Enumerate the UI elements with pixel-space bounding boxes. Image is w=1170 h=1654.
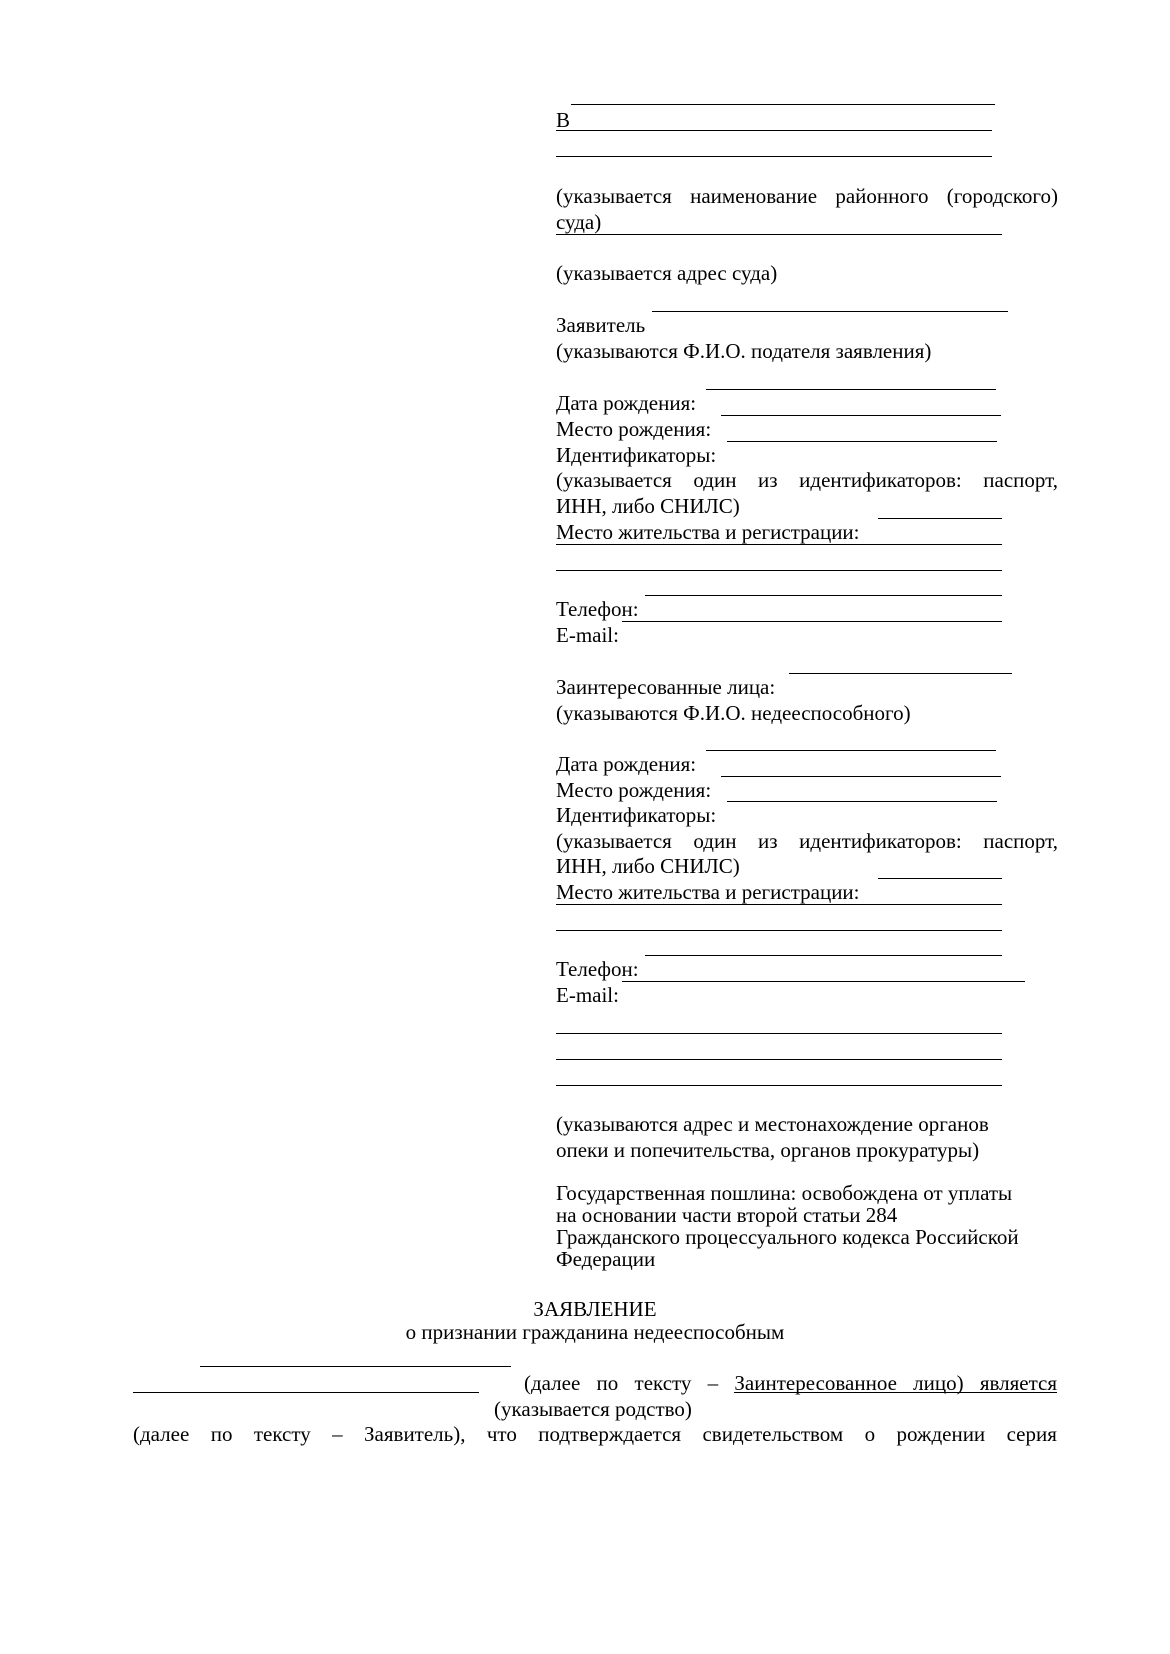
word: паспорт,	[983, 829, 1058, 853]
word: является	[979, 1371, 1057, 1395]
applicant-label: Заявитель	[556, 313, 646, 337]
applicant-residence-field-2[interactable]	[556, 544, 1002, 545]
interested-party-hint: (указываются Ф.И.О. недееспособного)	[556, 701, 911, 725]
state-fee-line-1: Государственная пошлина: освобождена от уплаты	[556, 1181, 1013, 1205]
word: идентификаторов:	[799, 829, 962, 853]
word: районного	[835, 184, 929, 208]
word: тексту	[253, 1422, 311, 1446]
word: –	[332, 1422, 343, 1446]
court-name-hint-2: суда)	[556, 210, 602, 234]
state-fee-line-3: Гражданского процессуального кодекса Российской	[556, 1225, 1019, 1249]
word: один	[693, 829, 737, 853]
applicant-birth-date-label: Дата рождения:	[556, 391, 697, 415]
word: что	[486, 1422, 517, 1446]
interested-birth-date-field[interactable]	[706, 750, 996, 751]
interested-phone-field[interactable]	[645, 955, 1002, 956]
applicant-email-label: E-mail:	[556, 623, 619, 647]
word: (указывается	[556, 829, 672, 853]
word: из	[758, 829, 778, 853]
authorities-field-2[interactable]	[556, 1059, 1002, 1060]
document-subtitle: о признании гражданина недееспособным	[405, 1320, 785, 1344]
interested-birth-place-field[interactable]	[721, 776, 1001, 777]
word: по	[596, 1371, 619, 1395]
authorities-field-3[interactable]	[556, 1085, 1002, 1086]
authorities-hint-2: опеки и попечительства, органов прокуратуры)	[556, 1138, 980, 1162]
court-name-hint	[556, 183, 1058, 209]
interested-birth-place-label: Место рождения:	[556, 778, 712, 802]
interested-party-label: Заинтересованные лица:	[556, 675, 776, 699]
applicant-birth-place-field[interactable]	[721, 415, 1001, 416]
word: тексту	[634, 1371, 692, 1395]
interested-identifiers-hint-2: ИНН, либо СНИЛС)	[556, 854, 740, 878]
interested-email-label: E-mail:	[556, 983, 619, 1007]
relationship-field[interactable]	[133, 1392, 479, 1393]
to-prefix: В	[556, 108, 571, 132]
court-name-field-3[interactable]	[556, 156, 992, 157]
interested-phone-label: Телефон:	[556, 957, 639, 981]
interested-residence-label: Место жительства и регистрации:	[556, 880, 860, 904]
court-address-field[interactable]	[556, 234, 1002, 235]
applicant-name-field[interactable]	[652, 311, 1008, 312]
word: свидетельством	[702, 1422, 844, 1446]
word: из	[758, 468, 778, 492]
state-fee-line-4: Федерации	[556, 1247, 656, 1271]
interested-identifiers-hint	[556, 828, 1058, 854]
court-address-hint: (указывается адрес суда)	[556, 261, 778, 285]
body-line-2-hint: (указывается родство)	[494, 1397, 692, 1421]
word: один	[693, 468, 737, 492]
word: о	[864, 1422, 876, 1446]
applicant-birth-date-field[interactable]	[706, 389, 996, 390]
applicant-hint: (указываются Ф.И.О. подателя заявления)	[556, 339, 932, 363]
applicant-identifiers-label: Идентификаторы:	[556, 443, 717, 467]
applicant-birth-place-label: Место рождения:	[556, 417, 712, 441]
interested-residence-field-3[interactable]	[556, 930, 1002, 931]
word: рождении	[896, 1422, 986, 1446]
interested-person-name-field[interactable]	[200, 1366, 511, 1367]
applicant-identifiers-hint	[556, 467, 1058, 493]
applicant-name-body-field[interactable]	[734, 1392, 1057, 1393]
word: по	[210, 1422, 233, 1446]
applicant-residence-field-3[interactable]	[556, 570, 1002, 571]
word: Заявитель),	[364, 1422, 466, 1446]
court-name-field[interactable]	[571, 104, 995, 105]
word: идентификаторов:	[799, 468, 962, 492]
document-title: ЗАЯВЛЕНИЕ	[533, 1297, 657, 1321]
word: паспорт,	[983, 468, 1058, 492]
interested-identifiers-label: Идентификаторы:	[556, 803, 717, 827]
interested-identifiers-field[interactable]	[727, 801, 997, 802]
interested-birth-date-label: Дата рождения:	[556, 752, 697, 776]
authorities-hint: (указываются адрес и местонахождение органов	[556, 1112, 989, 1136]
interested-residence-field[interactable]	[878, 878, 1002, 879]
word: Заинтересованное	[734, 1371, 897, 1395]
interested-party-name-field[interactable]	[789, 673, 1012, 674]
authorities-field[interactable]	[556, 1033, 1002, 1034]
word: (указывается	[556, 468, 672, 492]
word: подтверждается	[538, 1422, 682, 1446]
body-line-3	[133, 1421, 1057, 1447]
word: лицо)	[913, 1371, 964, 1395]
word: –	[707, 1371, 719, 1395]
word: серия	[1006, 1422, 1057, 1446]
word: (далее	[524, 1371, 581, 1395]
word: (городского)	[946, 184, 1058, 208]
interested-email-field[interactable]	[622, 981, 1025, 982]
interested-residence-field-2[interactable]	[556, 904, 1002, 905]
applicant-identifiers-field[interactable]	[727, 441, 997, 442]
applicant-phone-label: Телефон:	[556, 597, 639, 621]
applicant-email-field[interactable]	[622, 621, 1002, 622]
word: наименование	[690, 184, 818, 208]
applicant-residence-label: Место жительства и регистрации:	[556, 520, 860, 544]
word: (указывается	[556, 184, 672, 208]
applicant-residence-field[interactable]	[878, 518, 1002, 519]
word: (далее	[133, 1422, 190, 1446]
court-name-field-2[interactable]	[556, 130, 992, 131]
state-fee-line-2: на основании части второй статьи 284	[556, 1203, 898, 1227]
applicant-identifiers-hint-2: ИНН, либо СНИЛС)	[556, 494, 740, 518]
applicant-phone-field[interactable]	[645, 595, 1002, 596]
